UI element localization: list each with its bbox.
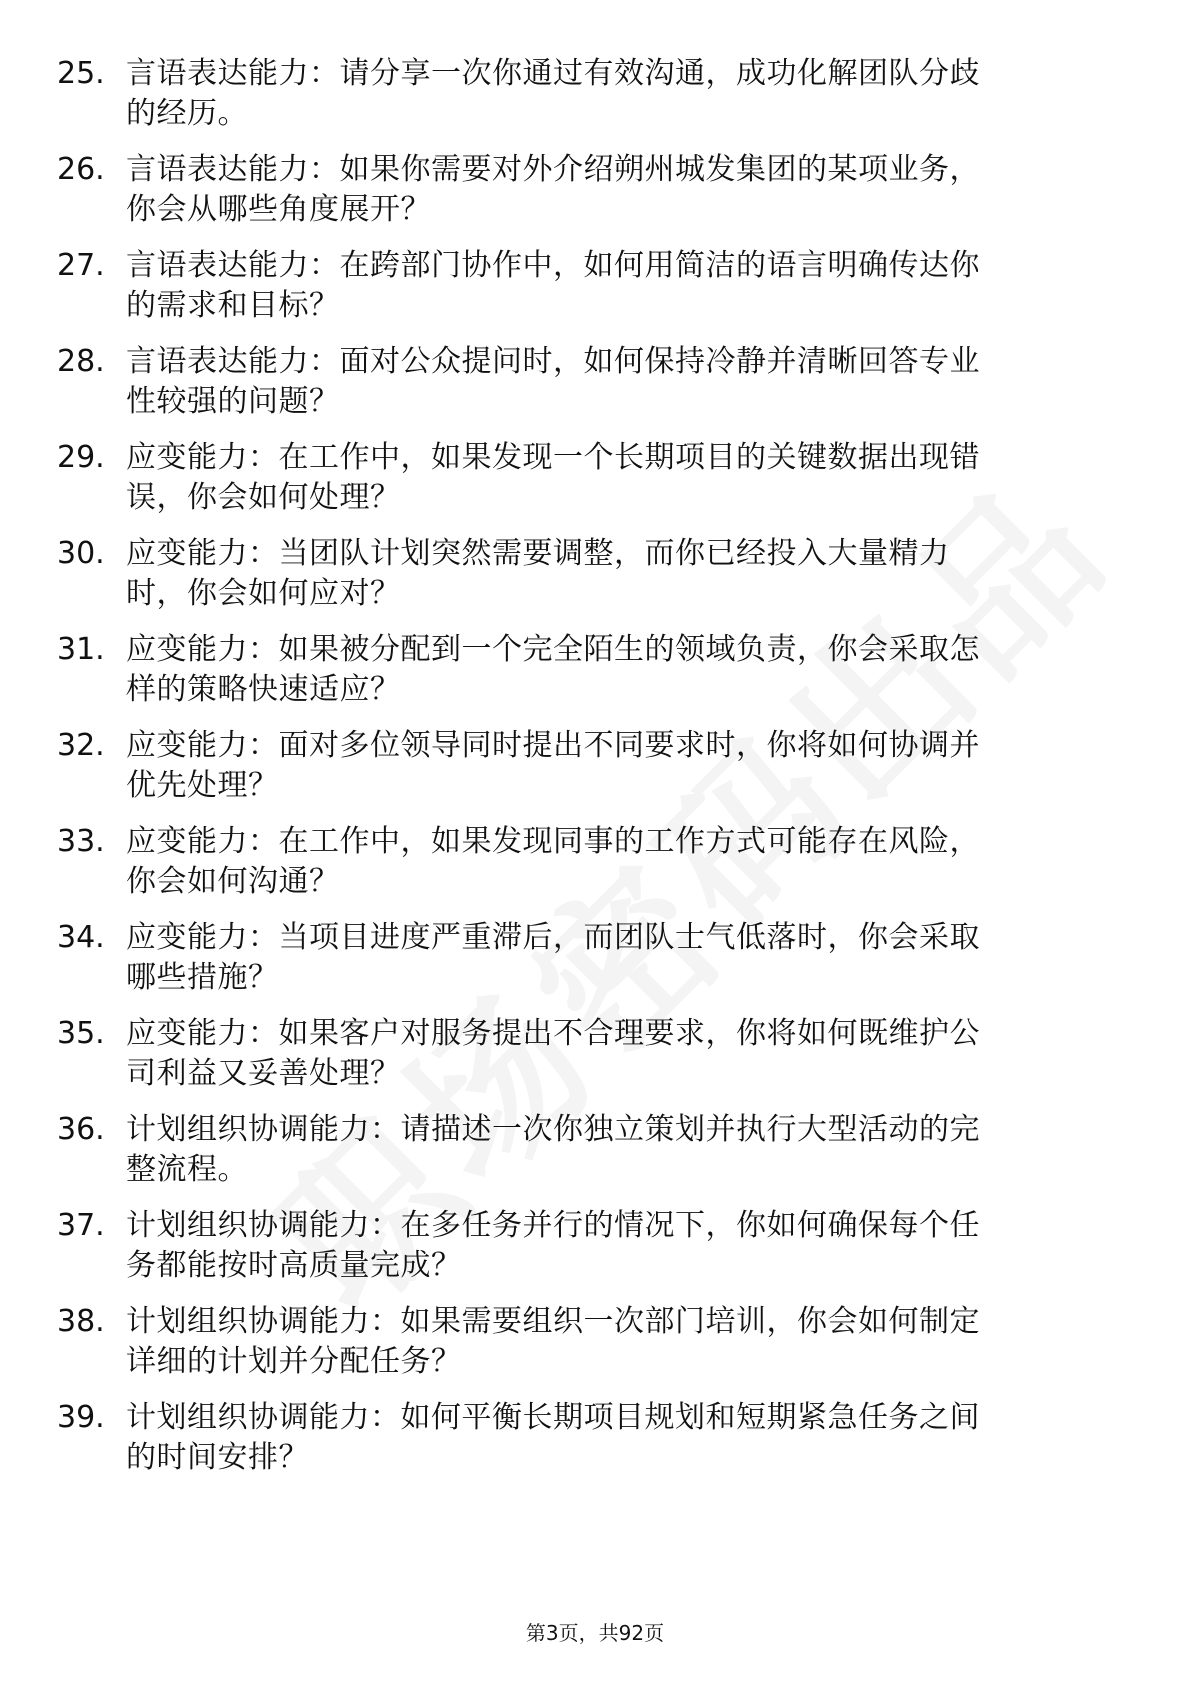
question-number: 29. (57, 440, 105, 475)
question-line: 应变能力：当团队计划突然需要调整，而你已经投入大量精力 (126, 536, 950, 571)
question-number: 35. (57, 1016, 105, 1051)
question-line: 样的策略快速适应？ (126, 672, 401, 707)
question-line: 应变能力：面对多位领导同时提出不同要求时，你将如何协调并 (126, 728, 980, 763)
question-line: 的需求和目标？ (126, 288, 340, 323)
page-number-label: 第3页，共92页 (525, 1621, 665, 1645)
question-text (126, 150, 1116, 230)
question-text (126, 438, 1116, 518)
question-line: 言语表达能力：面对公众提问时，如何保持冷静并清晰回答专业 (126, 344, 980, 379)
question-number: 37. (57, 1208, 105, 1243)
question-line: 务都能按时高质量完成？ (126, 1248, 462, 1283)
question-number: 36. (57, 1112, 105, 1147)
question-line: 计划组织协调能力：如果需要组织一次部门培训，你会如何制定 (126, 1304, 980, 1339)
question-text (126, 630, 1116, 710)
question-number: 27. (57, 248, 105, 283)
question-text (126, 342, 1116, 422)
question-text (126, 1206, 1116, 1286)
question-line: 应变能力：如果客户对服务提出不合理要求，你将如何既维护公 (126, 1016, 980, 1051)
question-number: 39. (57, 1400, 105, 1435)
question-line: 误，你会如何处理？ (126, 480, 401, 515)
question-text (126, 534, 1116, 614)
question-line: 的时间安排？ (126, 1440, 309, 1475)
question-line: 应变能力：在工作中，如果发现一个长期项目的关键数据出现错 (126, 440, 980, 475)
question-line: 性较强的问题？ (126, 384, 340, 419)
question-text (126, 726, 1116, 806)
question-text (126, 1398, 1116, 1478)
question-number: 32. (57, 728, 105, 763)
question-number: 25. (57, 56, 105, 91)
question-line: 详细的计划并分配任务？ (126, 1344, 462, 1379)
question-text (126, 822, 1116, 902)
question-text (126, 1302, 1116, 1382)
question-line: 整流程。 (126, 1152, 248, 1187)
question-text (126, 54, 1116, 134)
question-line: 计划组织协调能力：请描述一次你独立策划并执行大型活动的完 (126, 1112, 980, 1147)
question-number: 33. (57, 824, 105, 859)
question-line: 你会从哪些角度展开？ (126, 192, 431, 227)
question-text (126, 918, 1116, 998)
question-line: 应变能力：当项目进度严重滞后，而团队士气低落时，你会采取 (126, 920, 980, 955)
question-line: 应变能力：在工作中，如果发现同事的工作方式可能存在风险， (126, 824, 980, 859)
question-number: 30. (57, 536, 105, 571)
question-number: 28. (57, 344, 105, 379)
question-line: 哪些措施？ (126, 960, 279, 995)
question-number: 38. (57, 1304, 105, 1339)
question-number: 34. (57, 920, 105, 955)
question-number: 31. (57, 632, 105, 667)
question-line: 时，你会如何应对？ (126, 576, 401, 611)
question-line: 的经历。 (126, 96, 248, 131)
question-line: 优先处理？ (126, 768, 279, 803)
question-line: 计划组织协调能力：在多任务并行的情况下，你如何确保每个任 (126, 1208, 980, 1243)
question-line: 言语表达能力：如果你需要对外介绍朔州城发集团的某项业务， (126, 152, 980, 187)
question-text (126, 1014, 1116, 1094)
question-line: 你会如何沟通？ (126, 864, 340, 899)
question-line: 言语表达能力：在跨部门协作中，如何用简洁的语言明确传达你 (126, 248, 980, 283)
question-line: 司利益又妥善处理？ (126, 1056, 401, 1091)
question-text (126, 1110, 1116, 1190)
question-line: 计划组织协调能力：如何平衡长期项目规划和短期紧急任务之间 (126, 1400, 980, 1435)
page-footer (0, 1620, 1190, 1646)
question-line: 言语表达能力：请分享一次你通过有效沟通，成功化解团队分歧 (126, 56, 980, 91)
question-text (126, 246, 1116, 326)
question-number: 26. (57, 152, 105, 187)
question-line: 应变能力：如果被分配到一个完全陌生的领域负责，你会采取怎 (126, 632, 980, 667)
